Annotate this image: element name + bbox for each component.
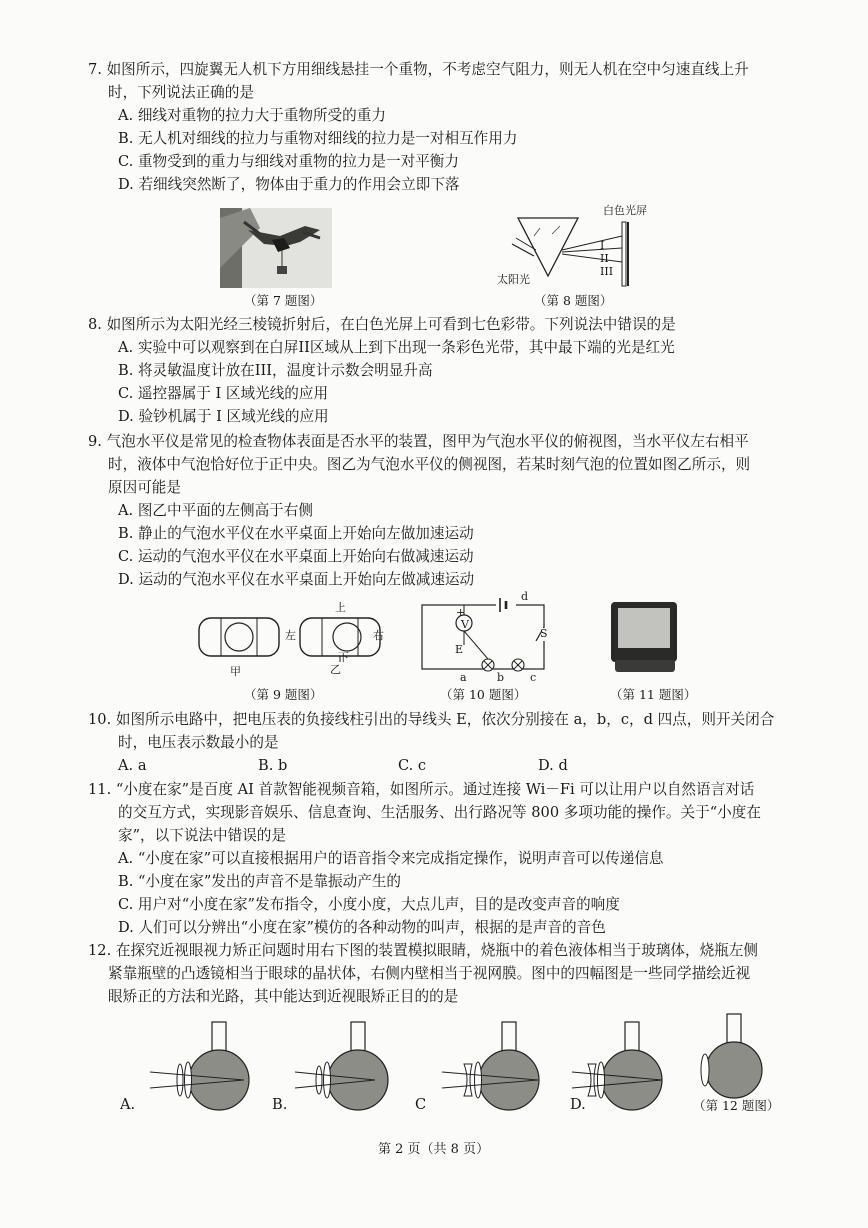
fig9-label-zuo: 左: [285, 629, 296, 642]
fig9-label-xia: 下: [338, 651, 349, 664]
fig10-label-s: S: [540, 627, 548, 640]
fig7-caption: （第 7 题图）: [244, 293, 323, 308]
fig9-caption: （第 9 题图）: [244, 687, 323, 702]
region-2-label: II: [600, 252, 609, 265]
fig10-label-d: d: [521, 590, 529, 603]
drone-photo: [220, 208, 332, 288]
fig8-caption: （第 8 题图）: [534, 293, 613, 308]
q7-stem-line1: 7. 如图所示，四旋翼无人机下方用细线悬挂一个重物，不考虑空气阻力，则无人机在空中匀速直线上升: [88, 61, 749, 78]
fig10-label-a: a: [460, 671, 467, 684]
fig9-label-yi: 乙: [330, 663, 341, 676]
smart-speaker-photo: [605, 598, 685, 678]
q12-option-a: A.: [120, 1096, 136, 1113]
q7-stem-line2: 时，下列说法正确的是: [108, 84, 254, 101]
q9-option-b: B. 静止的气泡水平仪在水平桌面上开始向左做加速运动: [118, 525, 474, 542]
flask-diagram-d: [570, 1018, 680, 1113]
q7-option-b: B. 无人机对细线的拉力与重物对细线的拉力是一对相互作用力: [118, 130, 518, 147]
q12-stem-line2: 紧靠瓶壁的凸透镜相当于眼球的晶状体，右侧内壁相当于视网膜。图中的四幅图是一些同学描绘近视: [108, 965, 751, 982]
flask-diagram-b: [293, 1018, 413, 1113]
q9-stem-line1: 9. 气泡水平仪是常见的检查物体表面是否水平的装置，图甲为气泡水平仪的俯视图，当水平仪左右相平: [88, 433, 749, 450]
flask-diagram-a: [148, 1018, 268, 1113]
fig10-label-c: c: [530, 671, 537, 684]
q10-option-b: B. b: [258, 757, 288, 774]
q10-option-d: D. d: [538, 757, 568, 774]
q11-stem-line3: 家”，以下说法中错误的是: [118, 827, 286, 844]
q7-option-d: D. 若细线突然断了，物体由于重力的作用会立即下落: [118, 176, 460, 193]
fig12-caption: （第 12 题图）: [693, 1098, 780, 1113]
q10-option-c: C. c: [398, 757, 427, 774]
q10-stem-line1: 10. 如图所示电路中，把电压表的负接线柱引出的导线头 E，依次分别接在 a，b，c，d 四点，则开关闭合: [88, 711, 775, 728]
region-1-label: I: [600, 239, 605, 252]
q12-option-b: B.: [272, 1096, 288, 1113]
screen-label: 白色光屏: [603, 204, 647, 217]
q12-option-d: D.: [570, 1096, 586, 1113]
q8-option-c: C. 遥控器属于 I 区域光线的应用: [118, 385, 329, 402]
q9-option-d: D. 运动的气泡水平仪在水平桌面上开始向左做减速运动: [118, 571, 475, 588]
q9-stem-line2: 时，液体中气泡恰好位于正中央。图乙为气泡水平仪的侧视图，若某时刻气泡的位置如图乙所示，则: [108, 456, 751, 473]
fig10-label-e: E: [455, 643, 464, 656]
q9-option-c: C. 运动的气泡水平仪在水平桌面上开始向右做减速运动: [118, 548, 474, 565]
q8-option-b: B. 将灵敏温度计放在III，温度计示数会明显升高: [118, 362, 433, 379]
q8-stem: 8. 如图所示为太阳光经三棱镜折射后，在白色光屏上可看到七色彩带。下列说法中错误的是: [88, 316, 676, 333]
fig10-label-plus: +: [456, 606, 466, 619]
q10-option-a: A. a: [118, 757, 147, 774]
fig9-label-shang: 上: [335, 601, 346, 614]
q11-stem-line1: 11. “小度在家”是百度 AI 首款智能视频音箱，如图所示。通过连接 Wi－Fi 可以让用户以自然语言对话: [88, 781, 755, 798]
q11-option-c: C. 用户对“小度在家”发布指令，小度小度，大点儿声，目的是改变声音的响度: [118, 896, 620, 913]
circuit-diagram: [418, 595, 558, 680]
q11-option-b: B. “小度在家”发出的声音不是靠振动产生的: [118, 873, 402, 890]
q7-option-c: C. 重物受到的重力与细线对重物的拉力是一对平衡力: [118, 153, 459, 170]
q11-option-a: A. “小度在家”可以直接根据用户的语音指令来完成指定操作，说明声音可以传递信息: [118, 850, 664, 867]
page-footer: 第 2 页（共 8 页）: [378, 1142, 490, 1157]
q11-option-d: D. 人们可以分辨出“小度在家”模仿的各种动物的叫声，根据的是声音的音色: [118, 919, 606, 936]
sun-label: 太阳光: [497, 273, 530, 286]
q9-option-a: A. 图乙中平面的左侧高于右侧: [118, 502, 313, 519]
fig10-label-b: b: [497, 671, 505, 684]
q12-stem-line1: 12. 在探究近视眼视力矫正问题时用右下图的装置模拟眼睛，烧瓶中的着色液体相当于玻璃体，烧瓶左侧: [88, 942, 758, 959]
q8-option-d: D. 验钞机属于 I 区域光线的应用: [118, 408, 329, 425]
q8-option-a: A. 实验中可以观察到在白屏II区域从上到下出现一条彩色光带，其中最下端的光是红光: [118, 339, 675, 356]
q10-stem-line2: 时，电压表示数最小的是: [118, 734, 279, 751]
q12-option-c: C: [415, 1096, 427, 1113]
q9-stem-line3: 原因可能是: [108, 479, 181, 496]
q7-option-a: A. 细线对重物的拉力大于重物所受的重力: [118, 107, 386, 124]
fig10-label-v: V: [461, 618, 469, 631]
fig9-label-you: 右: [373, 629, 384, 642]
fig9-label-jia: 甲: [230, 665, 241, 678]
q12-stem-line3: 眼矫正的方法和光路，其中能达到近视眼矫正目的的是: [108, 988, 459, 1005]
fig10-caption: （第 10 题图）: [440, 687, 527, 702]
flask-diagram-c: [440, 1018, 560, 1113]
q11-stem-line2: 的交互方式，实现影音娱乐、信息查询、生活服务、出行路况等 800 多项功能的操作。关于“小度在: [118, 804, 761, 821]
fig11-caption: （第 11 题图）: [610, 687, 697, 702]
region-3-label: III: [600, 265, 614, 278]
flask-diagram-reference: [693, 1010, 773, 1105]
